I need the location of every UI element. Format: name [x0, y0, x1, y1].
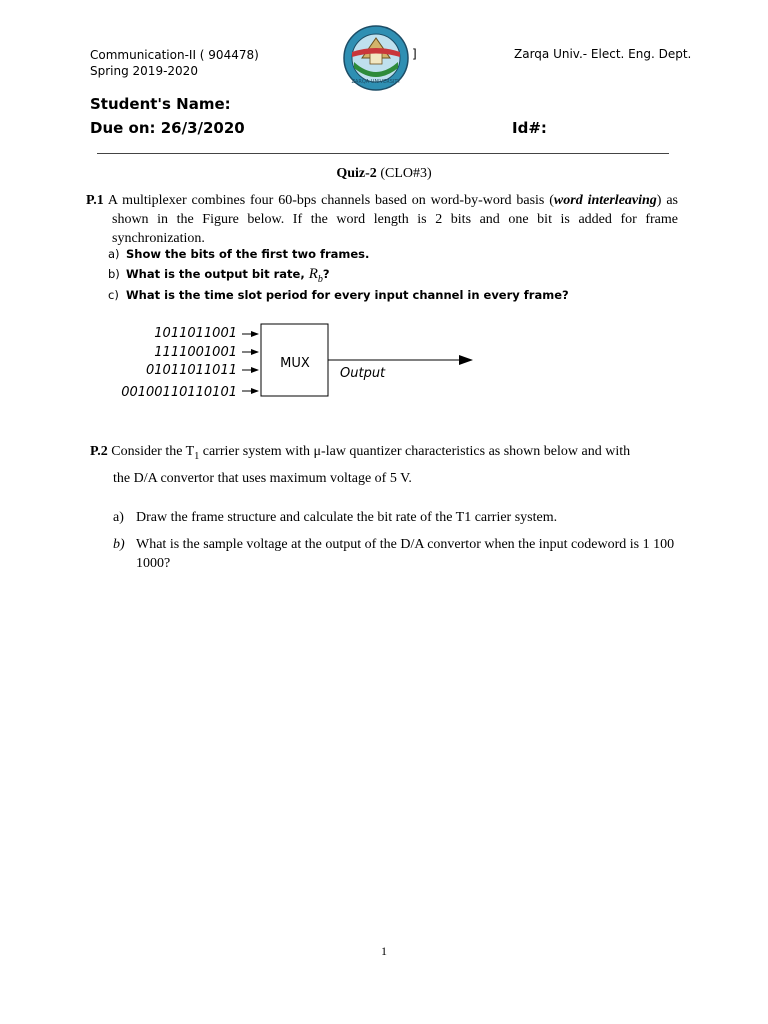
problem-1-item-a: a) Show the bits of the first two frames.: [108, 247, 370, 261]
problem-2: P.2 Consider the $T_1$ carrier system with μ-law quantizer characteristics as shown below and with: [90, 444, 631, 462]
quiz-title-bold: Quiz-2: [336, 166, 377, 181]
problem-1-text: A multiplexer combines four 60-bps channels based on word-by-word basis (: [103, 193, 554, 208]
id-label: Id#:: [512, 119, 547, 137]
input-channel-3: 01011011011: [146, 363, 237, 378]
semester: Spring 2019-2020: [90, 64, 198, 78]
problem-1-item-b: b) What is the output bit rate, $R_b$?: [108, 266, 330, 285]
mux-label: MUX: [280, 356, 310, 371]
input-channel-1: 1011011001: [154, 326, 237, 341]
problem-2-item-a: a) Draw the frame structure and calculate the bit rate of the T1 carrier system.: [113, 510, 558, 525]
input-channel-4: 00100110110101: [121, 385, 237, 400]
university-logo-icon: [342, 24, 418, 92]
input-channel-2: 1111001001: [154, 345, 237, 360]
problem-2-number: P.2: [90, 444, 108, 459]
quiz-title: [0, 166, 768, 182]
mux-diagram: [100, 318, 500, 408]
problem-2-text-line-2: the D/A convertor that uses maximum voltage of 5 V.: [113, 471, 412, 486]
department: Zarqa Univ.- Elect. Eng. Dept.: [514, 47, 692, 61]
quiz-title-clo: (CLO#3): [376, 166, 432, 181]
page-number: 1: [381, 944, 387, 958]
due-date: Due on: 26/3/2020: [90, 119, 245, 137]
problem-2-item-b: b) What is the sample voltage at the output of the D/A convertor when the input codeword is 1 100 1000?: [113, 537, 675, 571]
output-label: Output: [340, 366, 386, 381]
divider: [97, 153, 669, 154]
course-info: [90, 47, 259, 79]
svg-text:]: ]: [412, 47, 417, 61]
problem-1-item-c: c) What is the time slot period for every input channel in every frame?: [108, 288, 569, 302]
rb-symbol: $R_b$: [308, 266, 323, 285]
svg-text:ZARQA UNIVERSITY: ZARQA UNIVERSITY: [351, 79, 401, 85]
course-title: Communication-II ( 904478): [90, 48, 259, 62]
problem-1-text-2: ) as shown in the Figure below. If the word length is 2 bits and one bit is added for frame synchronization.: [112, 193, 678, 246]
problem-1: [86, 191, 678, 248]
problem-1-number: P.1: [86, 193, 104, 208]
problem-1-emphasis: word interleaving: [553, 193, 657, 208]
student-name-label: Student's Name:: [90, 95, 231, 113]
